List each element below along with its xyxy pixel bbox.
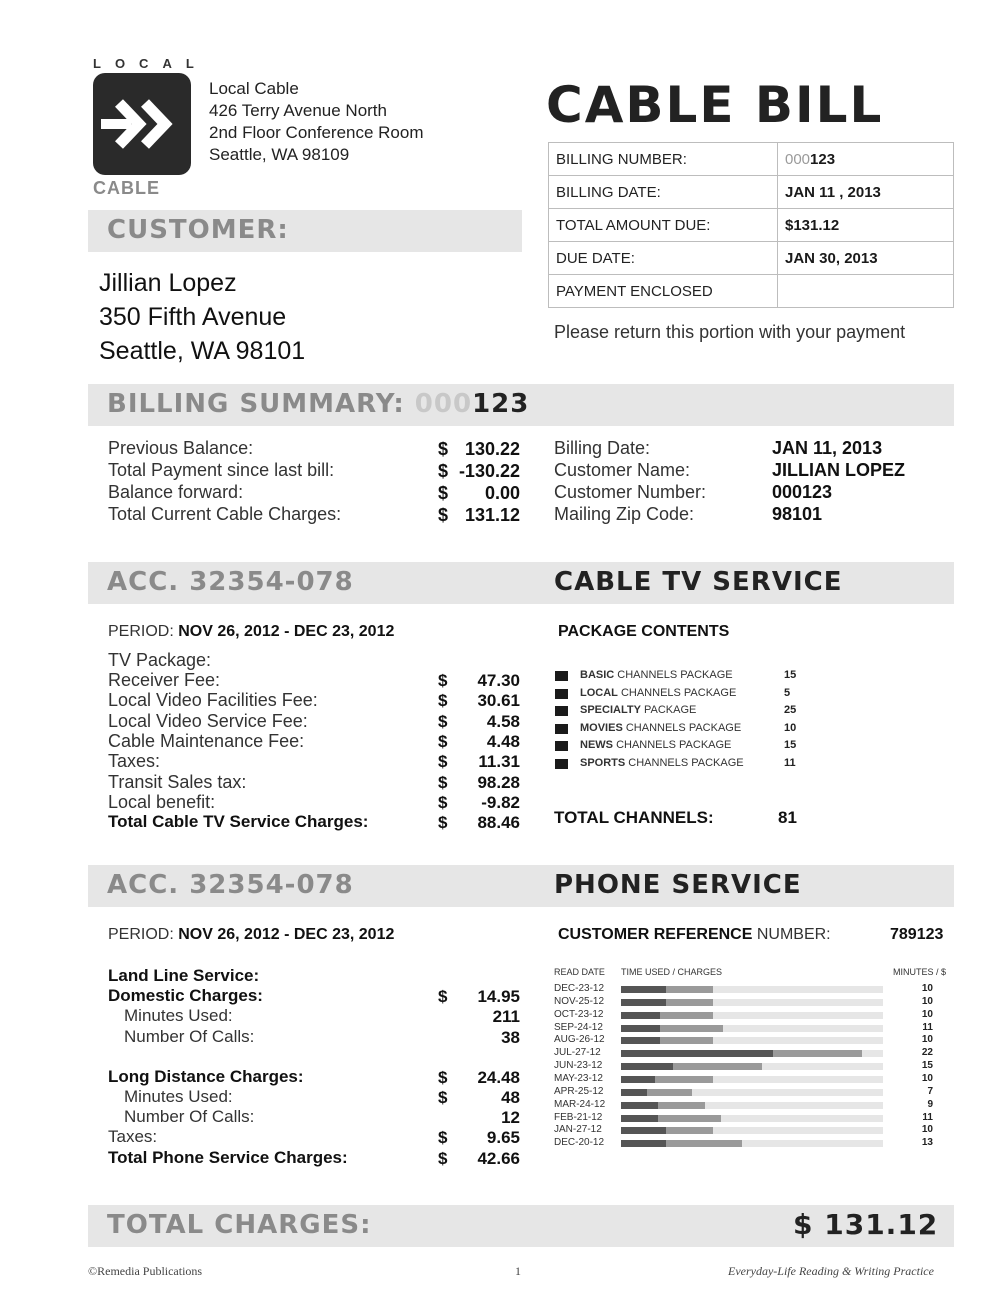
package-name bbox=[580, 669, 733, 681]
customer-reference bbox=[558, 926, 831, 944]
phone-charge-amount: 211 bbox=[492, 1007, 520, 1026]
chart-date-label: MAR-24-12 bbox=[554, 1098, 606, 1110]
chart-date-label: OCT-23-12 bbox=[554, 1008, 604, 1020]
package-name-suffix: CHANNELS PACKAGE bbox=[628, 756, 744, 769]
chart-value-label: 11 bbox=[922, 1111, 933, 1123]
tv-charge-dollar: $ bbox=[438, 711, 448, 731]
package-count: 25 bbox=[784, 704, 797, 716]
summary-right-label: Billing Date: bbox=[554, 438, 651, 458]
package-name-suffix: CHANNELS PACKAGE bbox=[625, 721, 742, 734]
page-title: CABLE BILL bbox=[546, 76, 884, 134]
chart-date-label: AUG-26-12 bbox=[554, 1034, 605, 1046]
package-name bbox=[580, 687, 736, 699]
customer-reference-number: 789123 bbox=[890, 926, 944, 943]
summary-right-label: Mailing Zip Code: bbox=[554, 504, 695, 524]
chart-date-label: MAY-23-12 bbox=[554, 1072, 603, 1084]
billing-number-prefix: 000 bbox=[785, 150, 811, 168]
package-name bbox=[580, 739, 731, 751]
total-channels-label: TOTAL CHANNELS: bbox=[554, 808, 714, 827]
logo-bottom-text: CABLE bbox=[93, 178, 160, 198]
chart-date-label: APR-25-12 bbox=[554, 1085, 604, 1097]
chart-value-label: 10 bbox=[921, 1072, 933, 1084]
tv-period bbox=[108, 623, 394, 641]
phone-charge-label: Number Of Calls: bbox=[124, 1107, 255, 1126]
company-line: Local Cable bbox=[209, 79, 299, 98]
chart-x-header: READ DATE bbox=[554, 967, 605, 977]
return-note: Please return this portion with your payment bbox=[554, 322, 906, 342]
chart-value-label: 10 bbox=[921, 1008, 933, 1020]
package-name-bold: LOCAL bbox=[580, 686, 618, 699]
tv-charge-label: Cable Maintenance Fee: bbox=[108, 730, 305, 751]
phone-charge-label: Land Line Service: bbox=[108, 966, 260, 985]
chart-date-label: JUL-27-12 bbox=[554, 1047, 601, 1059]
bill-info-table bbox=[548, 142, 954, 308]
customer-reference-label-bold: CUSTOMER REFERENCE bbox=[558, 926, 753, 943]
summary-dollar: $ bbox=[438, 461, 449, 481]
package-name bbox=[580, 704, 696, 716]
phone-period-value: NOV 26, 2012 - DEC 23, 2012 bbox=[178, 926, 395, 943]
tv-charge-amount: 98.28 bbox=[477, 772, 520, 792]
package-name-bold: MOVIES bbox=[580, 721, 623, 734]
package-count: 15 bbox=[784, 739, 797, 751]
phone-charge-amount: 42.66 bbox=[477, 1149, 520, 1168]
phone-charge-label: Taxes: bbox=[108, 1127, 158, 1146]
package-bullet bbox=[555, 724, 568, 734]
package-bullet bbox=[555, 689, 568, 699]
phone-period bbox=[108, 926, 394, 944]
total-charges-amount: $ 131.12 bbox=[793, 1208, 939, 1241]
package-count: 10 bbox=[784, 721, 797, 734]
billing-number-label: BILLING NUMBER: bbox=[549, 143, 778, 176]
tv-period-value: NOV 26, 2012 - DEC 23, 2012 bbox=[178, 623, 395, 640]
chart-value-label: 13 bbox=[921, 1137, 933, 1149]
summary-heading-label: BILLING SUMMARY: bbox=[107, 389, 405, 419]
tv-charge-label: Local benefit: bbox=[108, 791, 216, 812]
total-channels-value: 81 bbox=[778, 808, 797, 827]
phone-charge-dollar: $ bbox=[438, 1068, 448, 1087]
package-contents-heading: PACKAGE CONTENTS bbox=[558, 623, 730, 640]
chart-bar-segment bbox=[621, 1127, 666, 1134]
chart-date-label: SEP-24-12 bbox=[554, 1021, 603, 1033]
package-name-bold: BASIC bbox=[580, 669, 615, 681]
chart-date-label: DEC-23-12 bbox=[554, 983, 605, 994]
customer-line: Seattle, WA 98101 bbox=[99, 337, 306, 365]
tv-heading: CABLE TV SERVICE bbox=[554, 567, 843, 597]
summary-right-value: 000123 bbox=[772, 482, 833, 502]
phone-charge-amount: 9.65 bbox=[486, 1128, 520, 1147]
total-due-label: TOTAL AMOUNT DUE: bbox=[549, 209, 778, 242]
chart-value-label: 10 bbox=[921, 1124, 933, 1136]
package-bullet bbox=[555, 671, 568, 681]
billing-date-value: JAN 11 , 2013 bbox=[778, 176, 954, 209]
phone-charge-label: Long Distance Charges: bbox=[108, 1067, 304, 1086]
chart-bar-segment bbox=[621, 1063, 673, 1070]
chart-date-label: JAN-27-12 bbox=[554, 1124, 602, 1136]
footer-page-number: 1 bbox=[515, 1264, 521, 1278]
summary-right-value: 98101 bbox=[772, 504, 823, 524]
phone-account: ACC. 32354-078 bbox=[107, 870, 354, 900]
summary-amount: 0.00 bbox=[484, 483, 520, 503]
due-date-label: DUE DATE: bbox=[549, 242, 778, 275]
phone-charge-label: Domestic Charges: bbox=[108, 986, 263, 1005]
table-row bbox=[549, 209, 954, 242]
double-chevron-right-icon bbox=[93, 73, 191, 175]
summary-dollar: $ bbox=[438, 483, 449, 503]
chart-value-label: 10 bbox=[921, 1034, 933, 1046]
tv-total-label: Total Cable TV Service Charges: bbox=[108, 812, 369, 832]
package-count: 5 bbox=[784, 686, 791, 699]
chart-bar-segment bbox=[621, 999, 666, 1006]
phone-heading: PHONE SERVICE bbox=[554, 870, 802, 900]
phone-charge-label: Minutes Used: bbox=[124, 1087, 233, 1106]
package-count: 11 bbox=[784, 756, 796, 769]
tv-charge-label: Local Video Facilities Fee: bbox=[108, 690, 318, 711]
phone-charge-amount: 48 bbox=[501, 1088, 520, 1107]
chart-value-label: 9 bbox=[927, 1098, 933, 1110]
customer-line: Jillian Lopez bbox=[99, 269, 237, 297]
chart-value-label: 10 bbox=[921, 995, 933, 1007]
tv-charge-amount: 4.48 bbox=[486, 731, 520, 751]
package-name-bold: NEWS bbox=[580, 739, 613, 751]
summary-label: Total Current Cable Charges: bbox=[108, 504, 342, 524]
package-name-suffix: PACKAGE bbox=[643, 704, 697, 716]
customer-reference-label: NUMBER: bbox=[756, 926, 831, 943]
chart-value-label: 22 bbox=[921, 1047, 933, 1059]
tv-account: ACC. 32354-078 bbox=[107, 567, 354, 597]
phone-charge-amount: 38 bbox=[501, 1028, 520, 1047]
phone-period-label: PERIOD: bbox=[108, 926, 174, 943]
summary-label: Balance forward: bbox=[108, 482, 244, 502]
summary-right-value: JAN 11, 2013 bbox=[772, 438, 883, 458]
summary-dollar: $ bbox=[438, 439, 449, 459]
package-name-suffix: CHANNELS PACKAGE bbox=[616, 739, 732, 751]
chart-bar-segment bbox=[621, 1076, 655, 1083]
tv-charge-dollar: $ bbox=[438, 752, 448, 772]
chart-bar-segment bbox=[621, 1037, 660, 1044]
summary-dollar: $ bbox=[438, 505, 449, 525]
tv-charge-dollar: $ bbox=[438, 792, 448, 812]
package-bullet bbox=[555, 741, 568, 751]
phone-charge-dollar: $ bbox=[438, 1149, 448, 1168]
package-bullet bbox=[555, 706, 568, 716]
chart-value-label: 7 bbox=[927, 1085, 933, 1097]
summary-right-value: JILLIAN LOPEZ bbox=[772, 460, 906, 480]
summary-number: 123 bbox=[472, 389, 530, 419]
tv-charge-amount: -9.82 bbox=[481, 792, 520, 812]
summary-amount: 130.22 bbox=[464, 439, 520, 459]
phone-charge-amount: 14.95 bbox=[477, 987, 520, 1006]
summary-amount: 131.12 bbox=[464, 505, 520, 525]
phone-charge-label: Total Phone Service Charges: bbox=[108, 1148, 348, 1167]
phone-charge-dollar: $ bbox=[438, 1128, 448, 1147]
tv-charge-amount: 30.61 bbox=[477, 691, 520, 711]
chart-bar-segment bbox=[621, 986, 666, 993]
phone-charge-label: Minutes Used: bbox=[124, 1006, 233, 1025]
table-row bbox=[549, 242, 954, 275]
summary-right-label: Customer Number: bbox=[554, 482, 707, 502]
company-line: 426 Terry Avenue North bbox=[209, 101, 387, 120]
tv-total-amount: 88.46 bbox=[477, 813, 520, 833]
company-line: 2nd Floor Conference Room bbox=[209, 123, 424, 142]
chart-date-label: DEC-20-12 bbox=[554, 1137, 605, 1149]
chart-value-header: MINUTES / $ bbox=[893, 967, 947, 977]
chart-bar-segment bbox=[621, 1102, 658, 1109]
summary-label: Previous Balance: bbox=[108, 438, 254, 458]
chart-value-label: 15 bbox=[921, 1060, 933, 1072]
footer-copyright: ©Remedia Publications bbox=[88, 1264, 203, 1278]
tv-charge-amount: 11.31 bbox=[478, 752, 520, 772]
chart-value-label: 10 bbox=[921, 983, 933, 994]
tv-period-label: PERIOD: bbox=[108, 623, 174, 640]
billing-number-suffix: 123 bbox=[810, 150, 836, 168]
chart-value-label: 11 bbox=[922, 1021, 933, 1033]
tv-charge-label: Receiver Fee: bbox=[108, 670, 221, 690]
tv-charge-dollar: $ bbox=[438, 691, 448, 711]
logo bbox=[93, 73, 191, 175]
table-row bbox=[549, 143, 954, 176]
table-row bbox=[549, 275, 954, 308]
tv-charge-label: Local Video Service Fee: bbox=[108, 710, 308, 731]
tv-charge-dollar: $ bbox=[438, 772, 448, 792]
chart-bar-segment bbox=[621, 1115, 658, 1122]
chart-date-label: NOV-25-12 bbox=[554, 995, 605, 1007]
tv-charge-amount: 47.30 bbox=[477, 671, 520, 690]
customer-heading: CUSTOMER: bbox=[107, 215, 289, 245]
chart-bar-segment bbox=[621, 1089, 647, 1096]
table-row bbox=[549, 176, 954, 209]
due-date-value: JAN 30, 2013 bbox=[778, 242, 954, 275]
tv-charge-dollar: $ bbox=[438, 731, 448, 751]
package-count: 15 bbox=[784, 669, 797, 681]
summary-label: Total Payment since last bill: bbox=[108, 460, 335, 480]
summary-amount: -130.22 bbox=[458, 461, 520, 481]
chart-bar-segment bbox=[621, 1140, 666, 1147]
customer-line: 350 Fifth Avenue bbox=[99, 303, 287, 331]
tv-total-dollar: $ bbox=[438, 813, 448, 833]
package-bullet bbox=[555, 759, 568, 769]
chart-bar-header: TIME USED / CHARGES bbox=[621, 967, 723, 977]
logo-top-text: LOCAL bbox=[93, 56, 208, 71]
tv-charge-label: Transit Sales tax: bbox=[108, 771, 247, 792]
package-name-suffix: CHANNELS PACKAGE bbox=[617, 669, 733, 681]
company-line: Seattle, WA 98109 bbox=[209, 145, 350, 164]
phone-charge-dollar: $ bbox=[438, 1088, 448, 1107]
tv-charge-label: Taxes: bbox=[108, 751, 161, 772]
summary-right-label: Customer Name: bbox=[554, 460, 691, 480]
tv-package-label: TV Package: bbox=[108, 650, 212, 670]
footer-series: Everyday-Life Reading & Writing Practice bbox=[728, 1264, 934, 1278]
package-name-suffix: CHANNELS PACKAGE bbox=[620, 686, 737, 699]
tv-charge-dollar: $ bbox=[438, 671, 448, 690]
payment-enclosed-field[interactable] bbox=[778, 275, 954, 308]
phone-charge-dollar: $ bbox=[438, 987, 448, 1006]
total-due-value: $131.12 bbox=[778, 209, 954, 242]
package-name bbox=[580, 757, 744, 769]
customer-address bbox=[99, 266, 305, 368]
company-address bbox=[209, 78, 424, 166]
tv-charge-amount: 4.58 bbox=[486, 711, 520, 731]
chart-date-label: FEB-21-12 bbox=[554, 1111, 603, 1123]
payment-enclosed-label: PAYMENT ENCLOSED bbox=[549, 275, 778, 308]
package-name-bold: SPORTS bbox=[580, 756, 626, 769]
chart-date-label: JUN-23-12 bbox=[554, 1060, 603, 1072]
chart-bar-segment bbox=[621, 1012, 660, 1019]
chart-bar-segment bbox=[621, 1025, 660, 1032]
package-name bbox=[580, 722, 741, 734]
chart-bar-segment bbox=[621, 1050, 773, 1057]
billing-date-label: BILLING DATE: bbox=[549, 176, 778, 209]
phone-charge-amount: 12 bbox=[501, 1108, 520, 1127]
summary-number-prefix: 000 bbox=[414, 389, 473, 419]
total-charges-label: TOTAL CHARGES: bbox=[107, 1210, 372, 1240]
package-name-bold: SPECIALTY bbox=[580, 704, 641, 716]
phone-charge-amount: 24.48 bbox=[477, 1068, 520, 1087]
billing-number-value bbox=[778, 143, 954, 176]
summary-heading bbox=[107, 389, 529, 419]
phone-charge-label: Number Of Calls: bbox=[124, 1027, 255, 1046]
